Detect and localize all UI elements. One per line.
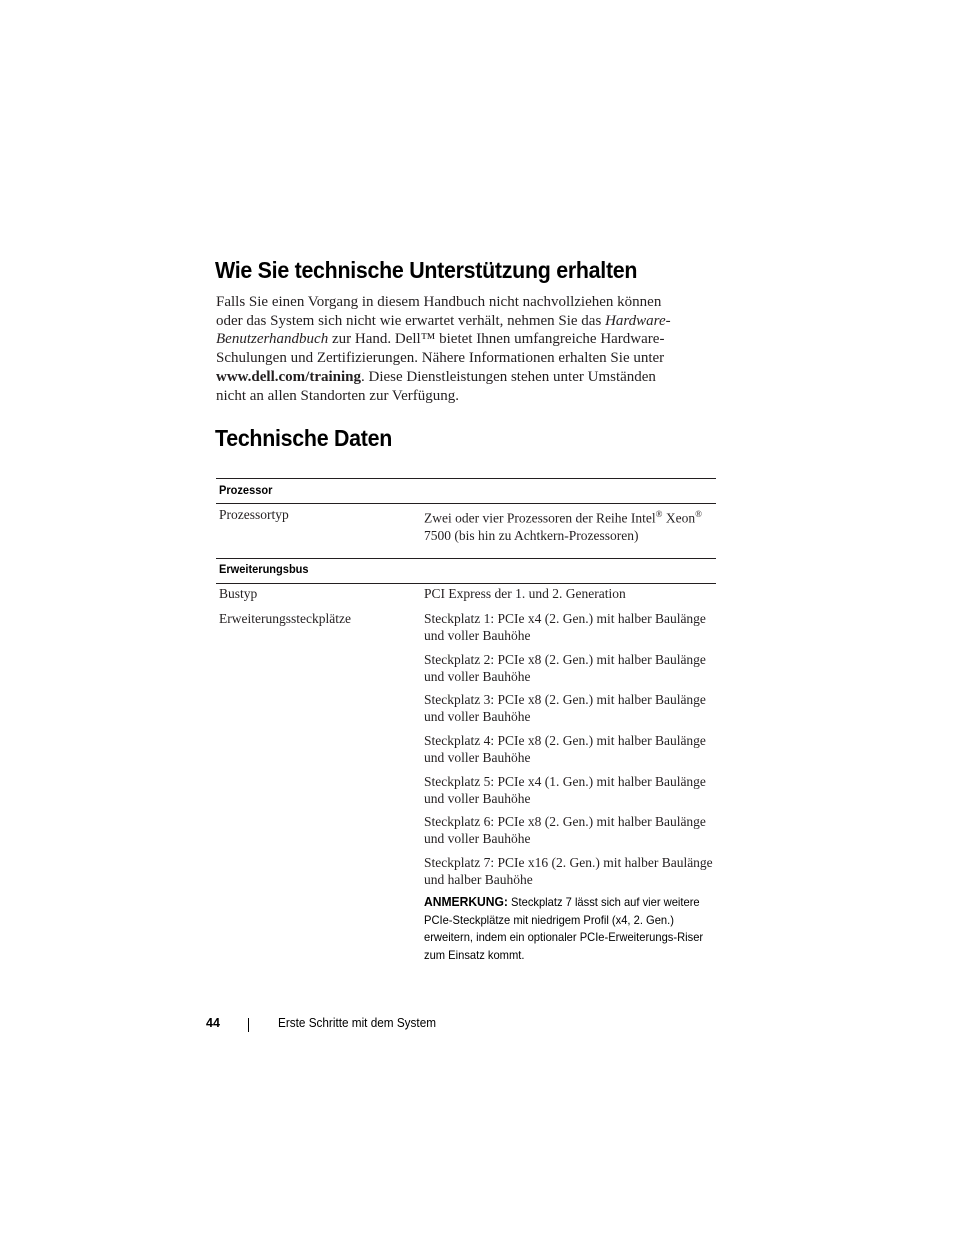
note-block <box>424 893 716 964</box>
processor-type-value <box>424 506 716 544</box>
slot-item-1: Steckplatz 1: PCIe x4 (2. Gen.) mit halber Baulänge und voller Bauhöhe <box>424 611 706 643</box>
table-rule-expansion <box>216 583 716 584</box>
table-rule-expansion-top <box>216 558 716 559</box>
note-label: ANMERKUNG: <box>424 894 508 909</box>
slot-item-2: Steckplatz 2: PCIe x8 (2. Gen.) mit halber Baulänge und voller Bauhöhe <box>424 652 706 684</box>
bus-type-value: PCI Express der 1. und 2. Generation <box>424 586 626 601</box>
slot-item-5: Steckplatz 5: PCIe x4 (1. Gen.) mit halber Baulänge und voller Bauhöhe <box>424 774 706 806</box>
table-section-processor: Prozessor <box>219 483 273 497</box>
support-text-1: Falls Sie einen Vorgang in diesem Handbuch nicht nachvollziehen können oder das System sich nicht wie erwartet verhält, nehmen Sie das <box>216 294 662 329</box>
processor-type-text-a: Zwei oder vier Prozessoren der Reihe Intel <box>424 510 656 526</box>
support-text-2: zur Hand. Dell™ bietet Ihnen umfangreiche Hardware-Schulungen und Zertifizierungen. Nähere Informationen erhalten Sie unter <box>216 331 665 367</box>
footer-title: Erste Schritte mit dem System <box>278 1016 437 1030</box>
expansion-slots-label: Erweiterungssteckplätze <box>219 611 351 626</box>
slot-item-6: Steckplatz 6: PCIe x8 (2. Gen.) mit halber Baulänge und voller Bauhöhe <box>424 814 706 846</box>
training-link[interactable]: www.dell.com/training <box>216 368 361 385</box>
support-text-3: . Diese Dienstleistungen stehen unter Umständen nicht an allen Standorten zur Verfügung. <box>216 368 656 404</box>
section-heading-support: Wie Sie technische Unterstützung erhalten <box>215 257 638 283</box>
table-rule-top <box>216 478 716 479</box>
processor-type-text-c: 7500 (bis hin zu Achtkern-Prozessoren) <box>424 527 639 543</box>
registered-mark: ® <box>695 509 702 519</box>
page-number: 44 <box>206 1016 220 1030</box>
note-text: Steckplatz 7 lässt sich auf vier weitere PCIe-Steckplätze mit niedrigem Profil (x4, 2. Gen.) erweitern, indem ein optionaler PCIe-Erweiterungs-Riser zum Einsatz kommt. <box>424 895 704 962</box>
slot-item-7: Steckplatz 7: PCIe x16 (2. Gen.) mit halber Baulänge und halber Bauhöhe <box>424 855 713 887</box>
bus-type-label: Bustyp <box>219 586 258 601</box>
support-paragraph <box>216 293 686 405</box>
support-text-italic: Hardware-Benutzerhandbuch <box>216 312 671 348</box>
processor-type-label: Prozessortyp <box>219 507 289 522</box>
slot-item-3: Steckplatz 3: PCIe x8 (2. Gen.) mit halber Baulänge und voller Bauhöhe <box>424 692 706 724</box>
slot-item-4: Steckplatz 4: PCIe x8 (2. Gen.) mit halber Baulänge und voller Bauhöhe <box>424 733 706 765</box>
table-section-expansion: Erweiterungsbus <box>219 562 309 576</box>
registered-mark: ® <box>655 509 663 519</box>
table-rule-processor <box>216 503 716 504</box>
section-heading-specs: Technische Daten <box>215 425 393 451</box>
footer-separator <box>248 1018 249 1032</box>
processor-type-text-b: Xeon <box>662 510 696 526</box>
